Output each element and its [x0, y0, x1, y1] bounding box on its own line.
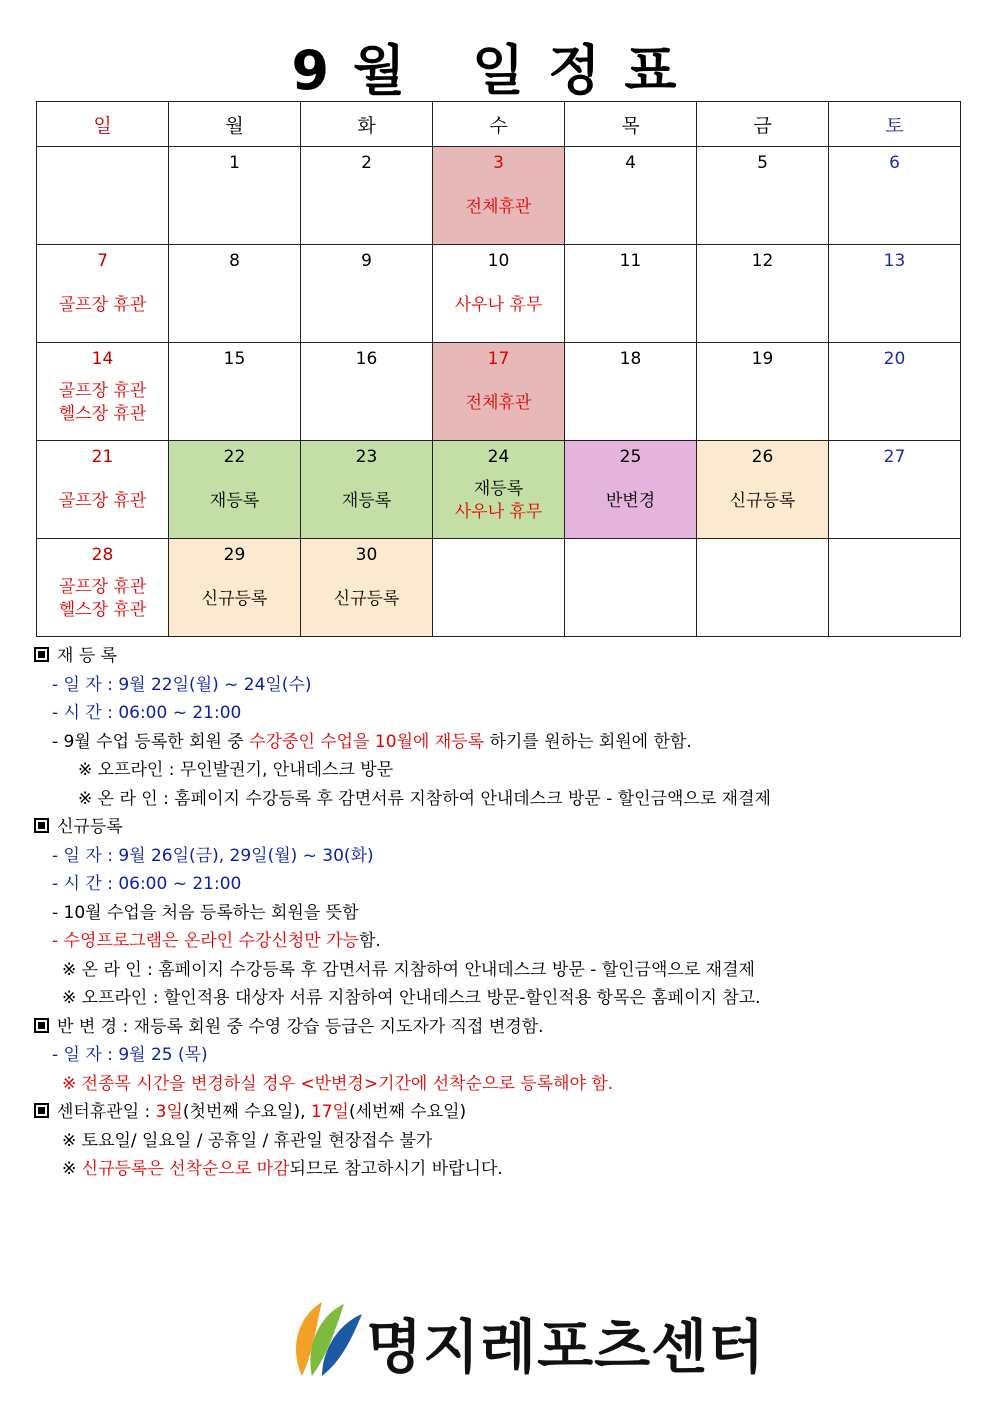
calendar-day-cell	[301, 343, 433, 441]
newreg-online: ※ 온 라 인 : 홈페이지 수강등록 후 감면서류 지참하여 안내데스크 방문 - 할인금액으로 재결제	[62, 959, 755, 980]
day-number: 3	[493, 153, 504, 173]
day-note: 골프장 휴관	[58, 381, 147, 401]
day-notes	[169, 373, 300, 433]
day-notes	[37, 373, 168, 433]
weekday-mon: 월	[169, 102, 301, 147]
day-notes	[433, 545, 564, 605]
day-notes	[829, 275, 960, 335]
day-note: 골프장 휴관	[58, 490, 147, 511]
day-notes	[829, 471, 960, 531]
day-notes	[697, 177, 828, 237]
day-note: 사우나 휴무	[454, 502, 543, 522]
day-number: 7	[97, 251, 108, 271]
calendar-day-cell	[433, 441, 565, 539]
calendar-day-cell	[433, 539, 565, 637]
calendar-day-cell	[169, 441, 301, 539]
day-number: 16	[355, 349, 378, 369]
calendar-day-cell	[37, 343, 169, 441]
day-note: 헬스장 휴관	[58, 404, 147, 424]
day-number: 23	[355, 447, 378, 467]
day-number: 6	[889, 153, 900, 173]
closure-note2	[34, 1155, 974, 1184]
newreg-time: - 시 간 : 06:00 ~ 21:00	[52, 874, 242, 894]
square-bullet-icon	[34, 647, 49, 662]
newreg-swim-highlight: - 수영프로그램은 온라인 수강신청만 가능	[52, 931, 359, 951]
day-notes	[301, 569, 432, 629]
day-note: 신규등록	[333, 588, 400, 609]
weekday-sat: 토	[829, 102, 961, 147]
classchange-date: - 일 자 : 9월 25 (목)	[52, 1045, 208, 1065]
newreg-swim-post: 함.	[358, 931, 381, 951]
day-number: 15	[223, 349, 246, 369]
day-number: 2	[361, 153, 372, 173]
day-notes	[37, 569, 168, 629]
day-note: 재등록	[341, 490, 392, 511]
rereg-desc-highlight: 수강중인 수업을 10월에 재등록	[249, 731, 485, 752]
day-note: 전체휴관	[465, 392, 532, 413]
calendar-day-cell	[697, 245, 829, 343]
square-bullet-icon	[34, 1018, 49, 1033]
day-note: 사우나 휴무	[454, 294, 543, 315]
calendar-day-cell	[829, 147, 961, 245]
day-note: 재등록	[209, 490, 260, 511]
calendar-week-row	[37, 441, 961, 539]
calendar-day-cell	[37, 147, 169, 245]
calendar-day-cell	[565, 245, 697, 343]
day-note: 반변경	[605, 490, 656, 511]
calendar-day-cell	[169, 245, 301, 343]
day-notes	[301, 275, 432, 335]
day-notes	[301, 177, 432, 237]
calendar-week-row	[37, 147, 961, 245]
day-notes	[37, 471, 168, 531]
day-number: 30	[355, 545, 378, 565]
day-notes	[565, 275, 696, 335]
closure-note2-mark: ※	[62, 1159, 82, 1179]
calendar-day-cell	[169, 147, 301, 245]
weekday-thu: 목	[565, 102, 697, 147]
day-number: 17	[487, 349, 510, 369]
classchange-heading-line	[34, 1013, 974, 1042]
calendar-week-row	[37, 245, 961, 343]
day-number: 28	[91, 545, 114, 565]
leaf-logo-icon	[296, 1302, 362, 1376]
square-bullet-icon	[34, 818, 49, 833]
day-number: 20	[883, 349, 906, 369]
calendar-day-cell	[37, 539, 169, 637]
calendar-day-cell	[565, 147, 697, 245]
calendar-day-cell	[301, 539, 433, 637]
day-number: 1	[229, 153, 240, 173]
rereg-heading: 재 등 록	[57, 646, 118, 666]
weekday-sun: 일	[37, 102, 169, 147]
day-note: 헬스장 휴관	[58, 600, 147, 620]
day-notes	[433, 373, 564, 433]
newreg-offline: ※ 오프라인 : 할인적용 대상자 서류 지참하여 안내데스크 방문-할인적용 항목은 홈페이지 참고.	[62, 988, 761, 1008]
day-notes	[697, 275, 828, 335]
page-title: 9월 일정표	[291, 39, 701, 102]
calendar-day-cell	[565, 343, 697, 441]
calendar-day-cell	[697, 343, 829, 441]
calendar-day-cell	[829, 343, 961, 441]
calendar-day-cell	[301, 441, 433, 539]
day-notes	[169, 471, 300, 531]
day-number: 18	[619, 349, 642, 369]
calendar-day-cell	[301, 147, 433, 245]
newreg-desc: - 10월 수업을 처음 등록하는 회원을 뜻함	[52, 902, 359, 923]
day-note: 골프장 휴관	[58, 294, 147, 315]
square-bullet-icon	[34, 1103, 49, 1118]
day-notes	[169, 275, 300, 335]
day-number: 4	[625, 153, 636, 173]
closure-heading: 센터휴관일 :	[57, 1102, 156, 1122]
closure-mid: (첫번째 수요일),	[182, 1102, 311, 1122]
day-number: 26	[751, 447, 774, 467]
day-notes	[565, 373, 696, 433]
calendar	[36, 101, 961, 637]
rereg-desc-pre: - 9월 수업 등록한 회원 중	[52, 731, 250, 752]
closure-note2-post: 되므로 참고하시기 바랍니다.	[289, 1159, 503, 1179]
day-number: 12	[751, 251, 774, 271]
closure-note1: ※ 토요일/ 일요일 / 공휴일 / 휴관일 현장접수 불가	[62, 1130, 433, 1151]
day-note: 신규등록	[201, 588, 268, 609]
newreg-heading: 신규등록	[57, 817, 123, 837]
day-notes	[37, 275, 168, 335]
day-notes	[697, 471, 828, 531]
day-number: 10	[487, 251, 510, 271]
rereg-date: - 일 자 : 9월 22일(월) ~ 24일(수)	[52, 674, 312, 695]
day-note: 골프장 휴관	[58, 577, 147, 597]
calendar-day-cell	[829, 539, 961, 637]
closure-day1: 3일	[155, 1102, 183, 1122]
weekday-wed: 수	[433, 102, 565, 147]
classchange-heading: 반 변 경 : 재등록 회원 중 수영 강습 등급은 지도자가 직접 변경함.	[57, 1016, 544, 1037]
closure-note2-highlight: 신규등록은 선착순으로 마감	[81, 1159, 290, 1179]
day-notes	[565, 471, 696, 531]
day-number: 21	[91, 447, 114, 467]
closure-heading-line	[34, 1098, 974, 1127]
closure-day2: 17일	[310, 1102, 349, 1122]
day-notes	[697, 545, 828, 605]
day-number: 24	[487, 447, 510, 467]
day-number: 29	[223, 545, 246, 565]
calendar-day-cell	[433, 147, 565, 245]
calendar-day-cell	[169, 343, 301, 441]
classchange-notice: ※ 전종목 시간을 변경하실 경우 <반변경>기간에 선착순으로 등록해야 함.	[62, 1073, 614, 1094]
day-notes	[301, 373, 432, 433]
calendar-day-cell	[37, 245, 169, 343]
calendar-day-cell	[169, 539, 301, 637]
rereg-online: ※ 온 라 인 : 홈페이지 수강등록 후 감면서류 지참하여 안내데스크 방문 - 할인금액으로 재결제	[78, 788, 771, 809]
day-notes	[829, 373, 960, 433]
day-note: 신규등록	[729, 490, 796, 511]
calendar-day-cell	[37, 441, 169, 539]
day-number: 9	[361, 251, 372, 271]
rereg-offline: ※ 오프라인 : 무인발권기, 안내데스크 방문	[78, 760, 394, 780]
calendar-day-cell	[697, 441, 829, 539]
day-notes	[697, 373, 828, 433]
day-number: 27	[883, 447, 906, 467]
rereg-desc-post: 하기를 원하는 회원에 한함.	[484, 731, 692, 752]
day-notes	[829, 177, 960, 237]
center-logo-text: 명지레포츠센터	[366, 1313, 766, 1381]
day-notes	[37, 153, 168, 213]
newreg-swim	[34, 927, 974, 956]
calendar-day-cell	[301, 245, 433, 343]
calendar-day-cell	[433, 343, 565, 441]
weekday-tue: 화	[301, 102, 433, 147]
day-notes	[433, 275, 564, 335]
day-notes	[565, 545, 696, 605]
calendar-day-cell	[829, 441, 961, 539]
calendar-day-cell	[433, 245, 565, 343]
calendar-day-cell	[565, 539, 697, 637]
day-note: 전체휴관	[465, 196, 532, 217]
calendar-day-cell	[697, 147, 829, 245]
day-notes	[433, 177, 564, 237]
calendar-week-row	[37, 539, 961, 637]
day-notes	[829, 545, 960, 605]
info-section	[34, 642, 974, 1184]
day-number: 5	[757, 153, 768, 173]
calendar-day-cell	[697, 539, 829, 637]
day-number: 11	[619, 251, 642, 271]
day-notes	[565, 177, 696, 237]
rereg-desc	[34, 728, 974, 757]
day-notes	[301, 471, 432, 531]
weekday-header-row	[37, 102, 961, 147]
day-number: 25	[619, 447, 642, 467]
calendar-week-row	[37, 343, 961, 441]
day-number: 19	[751, 349, 774, 369]
weekday-fri: 금	[697, 102, 829, 147]
calendar-day-cell	[829, 245, 961, 343]
calendar-day-cell	[565, 441, 697, 539]
day-notes	[433, 471, 564, 531]
rereg-heading-line	[34, 642, 974, 671]
newreg-date: - 일 자 : 9월 26일(금), 29일(월) ~ 30(화)	[52, 845, 374, 866]
day-notes	[169, 177, 300, 237]
day-number: 13	[883, 251, 906, 271]
day-note: 재등록	[473, 479, 524, 499]
day-number: 22	[223, 447, 246, 467]
rereg-time: - 시 간 : 06:00 ~ 21:00	[52, 703, 242, 723]
day-number: 8	[229, 251, 240, 271]
day-notes	[169, 569, 300, 629]
day-number: 14	[91, 349, 114, 369]
closure-post: (세번째 수요일)	[348, 1102, 467, 1122]
newreg-heading-line	[34, 813, 974, 842]
